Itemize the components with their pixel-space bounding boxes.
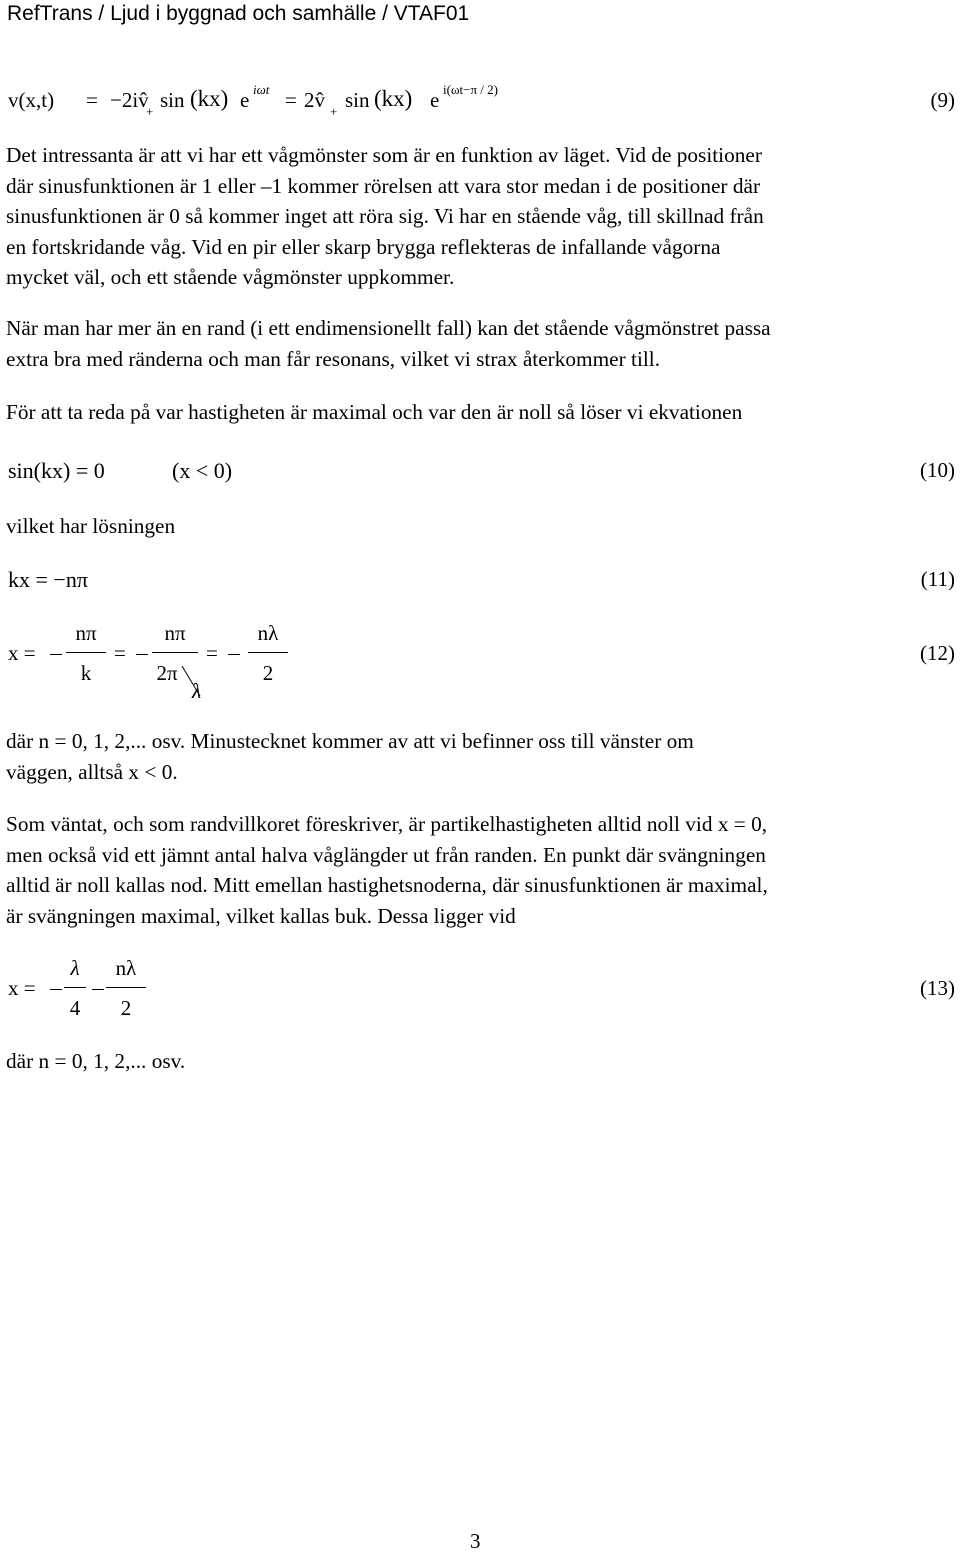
eq12-frac2-den: 2π [156,661,178,685]
eq12-frac1-den: k [80,661,92,685]
eq12-frac1-num: nπ [75,621,97,645]
eq9-sub-plus-2: + [330,104,338,119]
eq9-term1: −2iv̂ [110,88,149,112]
text-line: där n = 0, 1, 2,... osv. Minustecknet kommer av att vi befinner oss till vänster om [6,729,694,753]
text-line: När man har mer än en rand (i ett endimensionellt fall) kan det stående vågmönstret passa [6,316,771,340]
text-line: sinusfunktionen är 0 så kommer inget att röra sig. Vi har en stående våg, till skillnad från [6,204,764,228]
paragraph-where-n-2 [6,1046,956,1077]
eq13-frac2-bar [106,987,146,988]
running-header: RefTrans / Ljud i byggnad och samhälle / VTAF01 [7,2,470,25]
eq9-e-2: e [430,88,440,112]
text-line: För att ta reda på var hastigheten är maximal och var den är noll så löser vi ekvationen [6,400,743,424]
eq11-expression: kx = −nπ [8,567,88,592]
eq9-exp-2: i(ωt−π / 2) [443,82,498,97]
text-line: Det intressanta är att vi har ett vågmönster som är en funktion av läget. Vid de positioner [6,143,762,167]
eq13-minus-2 [92,989,104,990]
text-line: är svängningen maximal, vilket kallas buk. Dessa ligger vid [6,903,516,928]
eq9-e-1: e [240,88,250,112]
eq12-number: (12) [920,641,955,665]
eq9-equals-2: = [285,88,297,112]
eq9-equals-1: = [86,88,98,112]
eq12-frac1-bar [66,652,106,653]
eq12-frac2-bar [152,652,198,653]
paragraph-solution [6,511,956,542]
paragraph-solve-intro [6,397,956,428]
text-line: där sinusfunktionen är 1 eller –1 kommer rörelsen att vara stor medan i de positioner där [6,173,761,198]
eq12-equals-a: = [114,641,126,665]
eq13-minus-1 [50,989,62,990]
eq10-number: (10) [920,458,955,482]
text-line: väggen, alltså x < 0. [6,759,178,784]
eq9-lhs: v(x,t) [8,88,55,112]
page-number: 3 [470,1529,481,1553]
eq9-kx-2: (kx) [374,86,413,111]
eq12-frac3-num: nλ [257,621,279,645]
eq12-lhs: x = [8,641,36,665]
text-line: vilket har lösningen [6,514,176,538]
eq13-frac2-den: 2 [120,996,132,1020]
text-line: alltid är noll kallas nod. Mitt emellan hastighetsnoderna, där sinusfunktionen är maximal, [6,873,768,897]
paragraph-resonance [6,313,956,374]
eq12-frac2-den-lambda: λ [192,679,202,703]
eq10-condition: (x < 0) [172,458,233,483]
eq13-frac1-den: 4 [69,996,81,1020]
eq12-frac3-den: 2 [262,661,274,685]
text-line: extra bra med ränderna och man får resonans, vilket vi strax återkommer till. [6,346,661,371]
eq9-kx-1: (kx) [190,86,229,111]
eq12-frac2-num: nπ [164,621,186,645]
eq11-number: (11) [920,567,955,591]
eq9-number: (9) [930,88,955,112]
eq12-minus-2 [136,654,148,655]
eq13-lhs: x = [8,976,36,1000]
paragraph-where-n [6,726,956,787]
eq13-frac1-num: λ [70,956,80,980]
paragraph-nodes-antinodes [6,809,956,931]
eq9-sin-2: sin [345,88,370,112]
text-line: en fortskridande våg. Vid en pir eller skarp brygga reflekteras de infallande vågorna [6,234,721,259]
eq12-minus-3 [228,654,240,655]
eq9-sub-plus-1: + [146,104,154,119]
eq9-exp-1: iωt [253,82,270,97]
eq13-number: (13) [920,976,955,1000]
eq10-expression: sin(kx) = 0 [8,458,105,483]
eq9-sin-1: sin [160,88,185,112]
eq12-equals-b: = [206,641,218,665]
eq9-term2: 2v̂ [304,88,325,112]
eq12-minus-1 [50,654,62,655]
eq13-frac2-num: nλ [115,956,137,980]
text-line: Som väntat, och som randvillkoret föreskriver, är partikelhastigheten alltid noll vid x = 0, [6,812,768,836]
text-line: mycket väl, och ett stående vågmönster uppkommer. [6,265,455,289]
text-line: men också vid ett jämnt antal halva våglängder ut från randen. En punkt där svängningen [6,842,766,867]
eq13-frac1-bar [64,987,86,988]
eq12-frac3-bar [248,652,288,653]
text-line: där n = 0, 1, 2,... osv. [6,1049,186,1073]
paragraph-standing-wave [6,140,956,293]
